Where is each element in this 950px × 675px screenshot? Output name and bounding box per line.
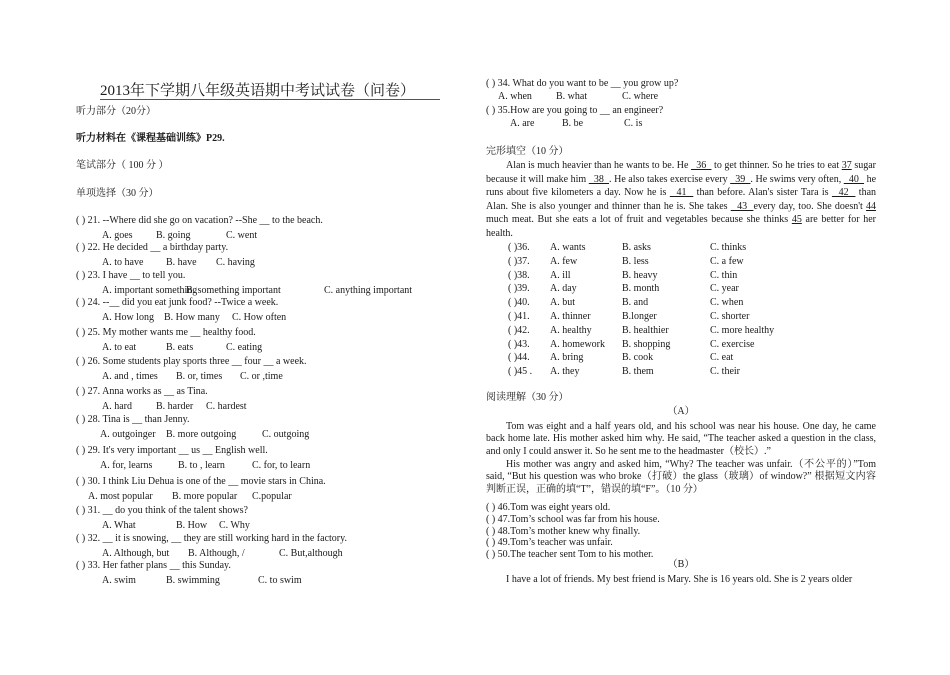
question-23: ( ) 23. I have __ to tell you. [76,270,186,281]
option-b: B. something important [186,285,281,296]
reading-section-heading: 阅读理解（30 分） [486,392,569,403]
option-c: C. for, to learn [252,460,311,471]
option-a: A. goes [102,230,133,241]
tf-item-49: ( ) 49.Tom’s teacher was unfair. [486,537,613,549]
blank-38: 38 [588,173,610,185]
option-a: A. hard [102,401,132,412]
option-b: B. month [622,283,660,295]
option-b: B. How many [164,312,220,323]
option-c: C. exercise [710,338,755,350]
option-c: C. year [710,283,739,295]
option-b: B. eats [166,342,194,353]
question-21: ( ) 21. --Where did she go on vacation? --She __ to the beach. [76,215,323,226]
option-a: A. healthy [550,324,592,336]
option-a: A. Although, but [102,548,170,559]
option-a: A. are [510,118,535,129]
option-c: C. is [624,118,643,129]
option-b: B. what [556,91,588,102]
blank-40: 40 [843,173,865,185]
passage-b-paragraph-1: I have a lot of friends. My best friend is Mary. She is 16 years old. She is 2 years older [506,574,853,585]
option-a: A. bring [550,352,584,364]
option-c: C.popular [252,491,292,502]
option-a: A. few [550,255,578,267]
option-a: A. homework [550,338,605,350]
option-c: C. eating [226,342,263,353]
option-c: C. where [622,91,659,102]
option-b: B. shopping [622,338,671,350]
cloze-item-38: ( )38. [508,269,530,281]
option-b: B. less [622,255,649,267]
passage-b-label: （B） [667,559,695,570]
question-25: ( ) 25. My mother wants me __ healthy food. [76,327,256,338]
title-underline [100,99,440,100]
question-26: ( ) 26. Some students play sports three __ four __ a week. [76,356,307,367]
blank-43: 43 [730,200,754,212]
option-b: B. to , learn [178,460,225,471]
tf-item-48: ( ) 48.Tom’s mother knew why finally. [486,525,641,537]
blank-42: 42 [831,187,856,199]
question-34: ( ) 34. What do you want to be __ you grow up? [486,78,679,89]
cloze-paragraph: Alan is much heavier than he wants to be. He 36 to get thinner. So he tries to eat 37 sugar because it will make him 38 . He also takes exercise every 39 . He swims very often, 40 he runs about five kilometers a day. Now he is 41 than before. Alan's sister Tara is 42 than Alan. She is also younger and thinner than he is. She takes 43 every day, too. She doesn't 44 much meat. But she eats a lot of fruit and vegetables because she thinks 45 are better for her health. [486,160,877,239]
option-c: C. How often [232,312,287,323]
option-b: B. How [176,520,208,531]
option-b: B.longer [622,311,657,322]
cloze-item-45: ( )45 . [508,366,533,378]
option-a: A. most popular [88,491,153,502]
written-section-heading: 笔试部分（ 100 分 ） [76,160,169,171]
option-b: B. and [622,297,649,309]
question-31: ( ) 31. __ do you think of the talent shows? [76,505,248,516]
question-32: ( ) 32. __ it is snowing, __ they are still working hard in the factory. [76,533,347,544]
option-a: A. important something [102,285,198,296]
option-a: A. and , times [102,371,158,382]
question-29: ( ) 29. It's very important __ us __ English well. [76,445,268,456]
blank-45: 45 [791,214,802,226]
cloze-section-heading: 完形填空（10 分） [486,146,569,157]
cloze-item-41: ( )41. [508,311,530,322]
option-b: B. going [156,230,191,241]
option-c: C. their [710,366,740,378]
question-24: ( ) 24. --__ did you eat junk food? --Twice a week. [76,297,279,308]
blank-41: 41 [669,187,694,199]
passage-a-paragraph-1: Tom was eight and a half years old, and his school was near his house. One day, he came back home late. His mother asked him why. He said, “The teacher asked a question in the class, and only I could answer it. So he sent me to the headmaster（校长）.” [486,421,876,457]
blank-37: 37 [841,160,852,171]
passage-a-label: （A） [667,406,695,417]
passage-a-paragraph-2: His mother was angry and asked him, “Why? The teacher was unfair.（不公平的）”Tom said, “But his question was who broke（打破）the glass（玻璃）of window?” 根据短文内容判断正误，正确的填“T”，错误的填“F”。（10 分） [486,459,876,495]
blank-36: 36 [691,160,712,171]
option-c: C. hardest [206,401,247,412]
option-b: B. have [166,257,197,268]
single-choice-heading: 单项选择（30 分） [76,188,159,199]
page-title: 2013年下学期八年级英语期中考试试卷（问卷） [100,83,416,99]
option-c: C. a few [710,255,744,267]
option-c: C. shorter [710,311,750,322]
option-b: B. harder [156,401,194,412]
option-a: A. swim [102,575,136,586]
option-a: A. they [550,366,580,378]
cloze-item-40: ( )40. [508,297,530,309]
option-c: C. thin [710,269,738,281]
option-c: C. more healthy [710,324,775,336]
blank-39: 39 [730,173,751,185]
option-a: A. How long [102,312,154,323]
option-b: B. healthier [622,324,669,336]
option-a: A. ill [550,269,571,281]
option-b: B. asks [622,242,651,253]
option-a: A. day [550,283,577,295]
option-a: A. What [102,520,136,531]
option-c: C. outgoing [262,429,310,440]
cloze-item-39: ( )39. [508,283,530,295]
tf-item-50: ( ) 50.The teacher sent Tom to his mother. [486,549,654,561]
listening-section-heading: 听力部分（20分） [76,106,156,117]
option-c: C. eat [710,352,734,364]
option-c: C. to swim [258,575,302,586]
option-a: A. outgoinger [100,429,156,440]
option-a: A. thinner [550,311,591,322]
question-30: ( ) 30. I think Liu Dehua is one of the __ movie stars in China. [76,476,326,487]
cloze-item-36: ( )36. [508,242,530,253]
option-a: A. when [498,91,532,102]
option-b: B. more outgoing [166,429,237,440]
option-b: B. heavy [622,269,658,281]
question-22: ( ) 22. He decided __ a birthday party. [76,242,229,253]
option-a: A. to eat [102,342,137,353]
tf-item-47: ( ) 47.Tom’s school was far from his house. [486,513,660,525]
option-c: C. when [710,297,744,309]
cloze-item-37: ( )37. [508,255,530,267]
cloze-item-42: ( )42. [508,324,530,336]
option-c: C. thinks [710,242,747,253]
question-33: ( ) 33. Her father plans __ this Sunday. [76,560,231,571]
option-a: A. wants [550,242,586,253]
blank-44: 44 [866,200,877,212]
tf-item-46: ( ) 46.Tom was eight years old. [486,502,611,513]
option-c: C. having [216,257,255,268]
question-28: ( ) 28. Tina is __ than Jenny. [76,414,190,425]
option-b: B. swimming [166,575,220,586]
option-b: B. or, times [176,371,223,382]
option-a: A. to have [102,257,144,268]
option-b: B. them [622,366,654,378]
option-c: C. But,although [279,548,343,559]
question-27: ( ) 27. Anna works as __ as Tina. [76,386,208,397]
option-b: B. more popular [172,491,238,502]
cloze-item-43: ( )43. [508,338,530,350]
option-a: A. for, learns [100,460,153,471]
option-c: C. went [226,230,258,241]
cloze-item-44: ( )44. [508,352,530,364]
option-b: B. be [562,118,584,129]
option-b: B. Although, / [188,548,245,559]
option-c: C. Why [219,520,250,531]
option-c: C. anything important [324,285,413,296]
option-a: A. but [550,297,575,309]
question-35: ( ) 35.How are you going to __ an engineer? [486,105,664,116]
listening-material-note: 听力材料在《课程基础训练》P29. [76,133,225,144]
option-c: C. or ,time [240,371,283,382]
option-b: B. cook [622,352,654,364]
